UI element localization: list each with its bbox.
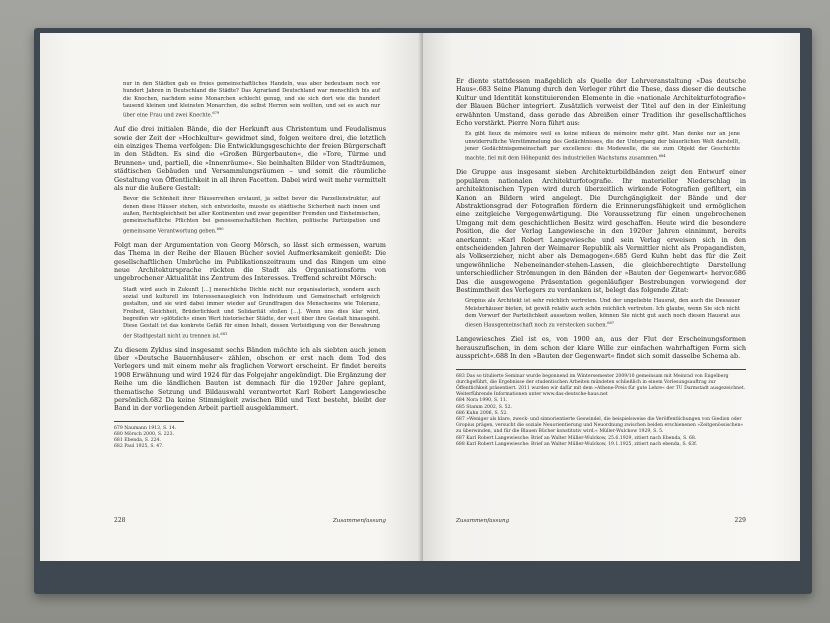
- block-quote: [465, 131, 740, 163]
- footnote-ref: 684: [658, 154, 666, 159]
- body-paragraph: Folgt man der Argumentation von Georg Mörsch, so lässt sich ermessen, warum das Thema in der Reihe der Blauen Bücher soviel Aufmerksamkeit genießt: Die gesellschaftlichen Umbrüche im Publikationszeitraum und das Ringen um eine neue Architektursprache rückten die Stadt als Organisationsform von ungebrochener Aktualität ins Zentrum des Interesses. Treffend schreibt Mörsch:: [114, 240, 386, 283]
- footnote: 682 Paul 1925, S. 47.: [114, 444, 164, 450]
- quote-text: Es gibt lieux de mémoire weil es keine milieux de mémoire mehr gibt. Man denke nur an jene unwiderrufliche Verstümmelung des Gedächtnisses, die der Untergang der bäuerlichen Welt darstellt, jener Gedächtnisgemeinschaft par excellence: die Modewelle, die sie zum Objekt der Geschichte machte, fiel mit dem Höhepunkt des industriellen Wachstums zusammen.: [465, 131, 740, 163]
- footnote-list: [456, 374, 746, 448]
- footnote-ref: 680: [216, 226, 224, 231]
- footnote-ref: 687: [607, 321, 615, 326]
- left-page: [40, 33, 423, 561]
- running-head: Zusammenfassung: [456, 518, 510, 524]
- footnote-ref: 681: [220, 331, 228, 336]
- footnote: 683 Das so titulierte Seminar wurde begonnend im Wintersemester 2009/10 gemeinsam mit Meinrad von Engelberg durchgeführt, die Ergebnisse der studentischen Arbeiten mündeten schließlich in einem Vorlesungsauftrag zur Öffentlichkeit präsentiert. 2011 wurden wir dafür mit dem »Athene-Preis für gute Lehre« der TU Darmstadt ausgezeichnet. Weiterführende Informationen unter www.das-deutsche-haus.net: [456, 373, 746, 398]
- footnote: 679 Naumann 1913, S. 14.: [114, 425, 177, 431]
- body-paragraph: Auf die drei initialen Bände, die der Herkunft aus Christentum und Feudalismus sowie der Zeit der »Hochkultur« gewidmet sind, folgen weitere drei, die letztlich ein einziges Thema verfolgen: Die Entwicklungsgeschichte der freien Bürgerschaft in den Städten. Es sind die »Großen Bürgerbauten«, die »Tore, Türme und Brunnen« und, partiell, die »Innenräume«. Sie beinhalten Bilder von Stadträumen, städtischen Gebäuden und Versammlungsräumen – und somit die räumliche Gestaltung von Öffentlichkeit in all ihren Facetten. Dabei wird weit mehr vermittelt als nur die äußere Gestalt:: [114, 125, 386, 193]
- body-paragraph: Er diente stattdessen maßgeblich als Quelle der Lehrveranstaltung »Das deutsche Haus«.683 Seine Planung durch den Verleger rührt die These, dass dieser die deutsche Kultur und Identität konstituierenden Elemente in die »nationale Architekturfotografie« der Blauen Bücher integriert. Zusätzlich verweist der Titel auf den in der Einleitung erwähnten Umstand, dass gerade das Abreißen einer Tradition ihr gesellschaftliches Echo verstärkt. Pierre Nora führt aus:: [456, 77, 746, 128]
- body-paragraph: Die Gruppe aus insgesamt sieben Architekturbildbänden zeigt den Entwurf einer populären nationalen Architekturfotografie. Ihr materieller Niederschlag in architektonischen Typen wird durch überzeitlich wirkende Fotografien gefiltert, ein Kanon an Bildern wird angelegt. Die Durchgängigkeit der Bände und der Abstraktionsgrad der Fotografien fördern die Erinnerungsfähigkeit und ermöglichen eine zeitgleiche Vergegenwärtigung. Die Voraussetzung für einen ungebrochenen Umgang mit dem geschichtlichen Besitz wird geschaffen. Heute wird die besondere Position, die der Verlag Langewiesche in den 1920er Jahren einnimmt, bereits anerkannt: »Karl Robert Langewiesche und sein Verlag erweisen sich in den entscheidenden Jahren der Weimarer Republik als Vermittler nicht als Propagandisten, als Volkserzieher, nicht aber als Demagogen«.685 Gerd Kuhn hebt das für die Zeit ungewöhnliche Nebeneinander-stehen-Lassen, die gleichberechtigte Darstellung unterschiedlicher Strömungen in den Bänden der »Bauten der Gegenwart« hervor.686 Das die ausgewogene Präsentation gegenläufiger Bestrebungen vorwiegend der Bestimmtheit des Verlegers zu verdanken ist, belegt das folgende Zitat:: [456, 168, 746, 295]
- footnote: 680 Mörsch 2000, S. 223.: [114, 431, 174, 437]
- page-number: 228: [114, 517, 126, 524]
- footnote: 686 Kuhn 2006, S. 52.: [456, 410, 508, 416]
- left-text-column: [114, 81, 386, 451]
- block-quote: [465, 298, 740, 330]
- footnote: 685 Stamm 2002, S. 52.: [456, 404, 512, 410]
- running-head: Zusammenfassung: [332, 518, 386, 524]
- quote-text: Bevor die Schönheit ihrer Häuserreihen erstaunt, ja selbst bevor die Parzellenstruktur, auf denen diese Häuser stehen, sich entwickelte, musste es städtische Sicherheit nach innen und außen, Rechtsgleichheit bei aller Kontinenten und zwar gegenüber Fremden und Einheimischen, gemeinschaftliche Pflichten bei genossenschaftlichen Rechten, politische Partizipation und gemeinsame Verantwortung geben.: [123, 196, 380, 235]
- footnote: 688 Karl Robert Langewiesche: Brief an Walter Müller-Wulckow, 19.1.1925, zitiert nach ebenda, S. 63f.: [456, 441, 698, 447]
- footnote: 687 »Weniger als klare, zweck- und sinnorientierte Geswindel, die beispielsweise die Veröffentlichungen von Giedion oder Gropius prägen, versucht die soziale Neuorientierung und Neuordnung zwischen beiden erschienenen »Zeitgenössischen« zu überwinden, und für die Blauen Bücher konstitutiv wird.« Müller-Wulckow 1929, S. 5.: [456, 417, 744, 435]
- right-page: [423, 33, 800, 561]
- footnote: 681 Ebenda, S. 224.: [114, 438, 161, 444]
- block-quote: [123, 81, 380, 120]
- footnote: 687 Karl Robert Langewiesche: Brief an Walter Müller-Wulckow, 25.6.1929, zitiert nach Ebenda, S. 68.: [456, 435, 697, 441]
- right-text-column: [456, 77, 746, 448]
- page-number: 229: [734, 517, 746, 524]
- footnote-divider: [456, 369, 746, 370]
- body-paragraph: Langewiesches Ziel ist es, von 1900 an, aus der Flut der Erscheinungsformen herauszufischen, in dem schon der klare Wille zur einfachen wahrhaftigen Form sich ausspricht«.688 In den »Bauten der Gegenwart« findet sich somit dasselbe Schema ab.: [456, 335, 746, 361]
- body-paragraph: Zu diesem Zyklus sind insgesamt sechs Bänden möchte ich als siebten auch jenen über »Deutsche Bauernhäuser« zählen, obschon er erst nach dem Tod des Verlegers und mit einem mehr als fraglichen Vorwort erscheint. Er findet bereits 1908 Erwähnung und wird 1924 für das Folgejahr angekündigt. Die Ergänzung der Reihe um die ländlichen Bauten ist demnach für die 1920er Jahre geplant, thematische Setzung und Bildauswahl verantwortet Karl Robert Langewiesche persönlich.682 Da keine Stimmigkeit zwischen Bild und Text besteht, bleibt der Band in der vorliegenden Arbeit partiell ausgeklammert.: [114, 345, 386, 413]
- quote-text: nur in den Städten gab es freies gemeinschaftliches Handeln, was aber bedeutsam noch vor hundert Jahren in Deutschland die Städte? Das Agrarland Deutschland war menschlich bis auf die Knochen, nachdem seine Monarchen schlecht genug, und sie sich dort wie die hundert tausend kleinen und kleinsten Monarchen, die selbst Herren sein wollten, und sei es auch nur über eine Frau und zwei Knechte.: [123, 81, 380, 119]
- quote-text: Gropius als Architekt ist sehr reichlich vertreten. Und der ungeliebte Hausrat, den auch die Dessauer Meisterhäuser bieten, ist gewiß relativ auch schön reichlich vertreten. Ich glaube, wenn Sie sich nicht dem Vorwurf der Parteilichkeit aussetzen wollen, können Sie nicht gut auch noch diesen Hausrat aus diesen Hausgemeinschaft noch zu verstecken suchen.: [465, 298, 740, 330]
- quote-text: Stadt wird auch in Zukunft […] menschliche Dichte nicht nur organisatorisch, sondern auch sozial und kulturell im Interessenausgleich von Individuum und Gemeinschaft erfolgreich gestalten, und sie wird dabei immer wieder auf Grundfragen des Menschseins wie Toleranz, Freiheit, Gleichheit, Brüderlichkeit und Solidarität stoßen […]. Wenn uns dies klar wird, begreifen wir »plötzlich« einen Wert historischer Städte, der weit über ihre Gestalt hinausgeht. Diese Gestalt ist das konkrete Gefäß für einen Inhalt, dessen Verteidigung von der Bewahrung der Stadtgestalt nicht zu trennen ist.: [123, 286, 380, 340]
- footnote: 684 Nora 1990, S. 11.: [456, 398, 508, 404]
- footnote-list: [114, 426, 386, 451]
- block-quote: [123, 196, 380, 235]
- footnote-divider: [114, 421, 184, 422]
- footnote-ref: 679: [212, 111, 220, 116]
- block-quote: [123, 287, 380, 341]
